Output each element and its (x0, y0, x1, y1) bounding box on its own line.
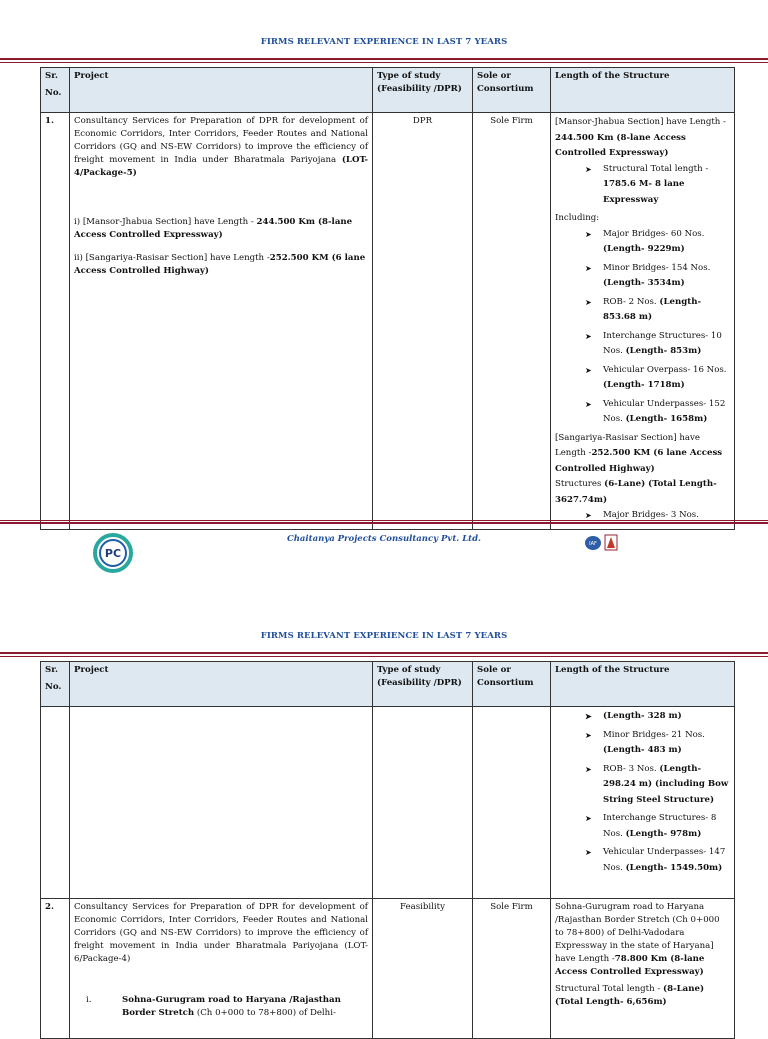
list-item: ➤ Vehicular Overpass- 16 Nos. (Length- 1718m) (603, 363, 730, 394)
row-project: Consultancy Services for Preparation of DPR for development of Economic Corridors, Inter Corridors, Feeder Routes and National Corridors (GQ and NS-EW Corridors) to improve the efficiency of freight movement in India under Bharatmala Pariyojana (LOT-4/Package-5) i) [Mansor-Jhabua Section] have Length - 244.500 Km (8-lane Access Controlled Expressway) ii) [Sangariya-Rasisar Section] have Length -252.500 KM (6 lane Access Controlled Highway) (70, 113, 373, 530)
list-item: ➤ Interchange Structures- 8 Nos. (Length- 978m) (603, 811, 730, 842)
list-item: ➤ ROB- 2 Nos. (Length- 853.68 m) (603, 295, 730, 326)
header-sole: Sole or Consortium (473, 68, 551, 113)
header-project: Project (70, 662, 373, 707)
row-sr: 2. (41, 899, 70, 1039)
certification-logo (583, 532, 623, 554)
list-item: ➤ Major Bridges- 60 Nos. (Length- 9229m) (603, 227, 730, 258)
header-sr: Sr. No. (41, 68, 70, 113)
header-sr: Sr. No. (41, 662, 70, 707)
list-item: ➤ Major Bridges- 3 Nos. (603, 508, 730, 524)
page-title-2: FIRMS RELEVANT EXPERIENCE IN LAST 7 YEARS (260, 631, 508, 641)
table-header-row (41, 662, 735, 707)
row-sole: Sole Firm (473, 113, 551, 530)
list-item: ➤ Minor Bridges- 21 Nos. (Length- 483 m) (603, 728, 730, 759)
row-sr: 1. (41, 113, 70, 530)
table-row (41, 707, 735, 899)
list-item: ➤ Structural Total length - 1785.6 M- 8 lane Expressway (603, 162, 730, 209)
table-row (41, 899, 735, 1039)
header-length: Length of the Structure (551, 68, 735, 113)
list-item: ➤ Vehicular Underpasses- 147 Nos. (Length- 1549.50m) (603, 845, 730, 876)
row-length: [Mansor-Jhabua Section] have Length - 244.500 Km (8-lane Access Controlled Expressway) ➤ Structural Total length - 1785.6 M- 8 lane Expressway Including: ➤ Major Bridges- 60 Nos. (Length- 9229m) ➤ Minor Bridges- 154 Nos. (Length- 3534m) ➤ ROB- 2 Nos. (Length- 853.68 m) ➤ Interchange Structures- 10 Nos. (Length- 853m) ➤ Vehicular Overpass- 16 Nos. (Length- 1718m) ➤ Vehicular Underpasses- 152 Nos. (Length- 1658m) [Sangariya-Rasisar Section] have Length -252.500 KM (6 lane Access Controlled Highway) Structures (6-Lane) (Total Length- 3627.74m) ➤ Major Bridges- 3 Nos. (551, 113, 735, 530)
company-logo-text: PC (104, 547, 122, 560)
header-type: Type of study (Feasibility /DPR) (373, 68, 473, 113)
list-item: ➤ (Length- 328 m) (603, 709, 730, 725)
experience-table (40, 67, 735, 530)
page-footer (0, 522, 768, 582)
row-length (551, 707, 735, 899)
list-item: ➤ Minor Bridges- 154 Nos. (Length- 3534m) (603, 261, 730, 292)
row-length: Sohna-Gurugram road to Haryana /Rajasthan Border Stretch (Ch 0+000 to 78+800) of Delhi-Vadodara Expressway in the state of Haryana] have Length -78.800 Km (8-lane Access Controlled Expressway) Structural Total length - (8-Lane) (Total Length- 6,656m) (551, 899, 735, 1039)
table-header-row (41, 68, 735, 113)
header-sole: Sole or Consortium (473, 662, 551, 707)
list-item: ➤ Vehicular Underpasses- 152 Nos. (Length- 1658m) (603, 397, 730, 428)
header-length: Length of the Structure (551, 662, 735, 707)
row-project: Consultancy Services for Preparation of DPR for development of Economic Corridors, Inter Corridors, Feeder Routes and National Corridors (GQ and NS-EW Corridors) to improve the efficiency of freight movement in India under Bharatmala Pariyojana (LOT-6/Package-4) i. Sohna-Gurugram road to Haryana /Rajasthan Border Stretch (Ch 0+000 to 78+800) of Delhi- (70, 899, 373, 1039)
row-type: DPR (373, 113, 473, 530)
header-type: Type of study (Feasibility /DPR) (373, 662, 473, 707)
row-sole: Sole Firm (473, 899, 551, 1039)
header-project: Project (70, 68, 373, 113)
company-name: Chaitanya Projects Consultancy Pvt. Ltd. (286, 534, 482, 544)
list-item: ➤ Interchange Structures- 10 Nos. (Length- 853m) (603, 329, 730, 360)
header-rule (0, 58, 768, 63)
page-title: FIRMS RELEVANT EXPERIENCE IN LAST 7 YEARS (260, 37, 508, 47)
experience-table-2 (40, 661, 735, 1039)
table-row (41, 113, 735, 530)
row-type: Feasibility (373, 899, 473, 1039)
list-item: ➤ ROB- 3 Nos. (Length- 298.24 m) (including Bow String Steel Structure) (603, 762, 730, 809)
header-rule-2 (0, 652, 768, 657)
cert-text: IAF (589, 541, 597, 547)
